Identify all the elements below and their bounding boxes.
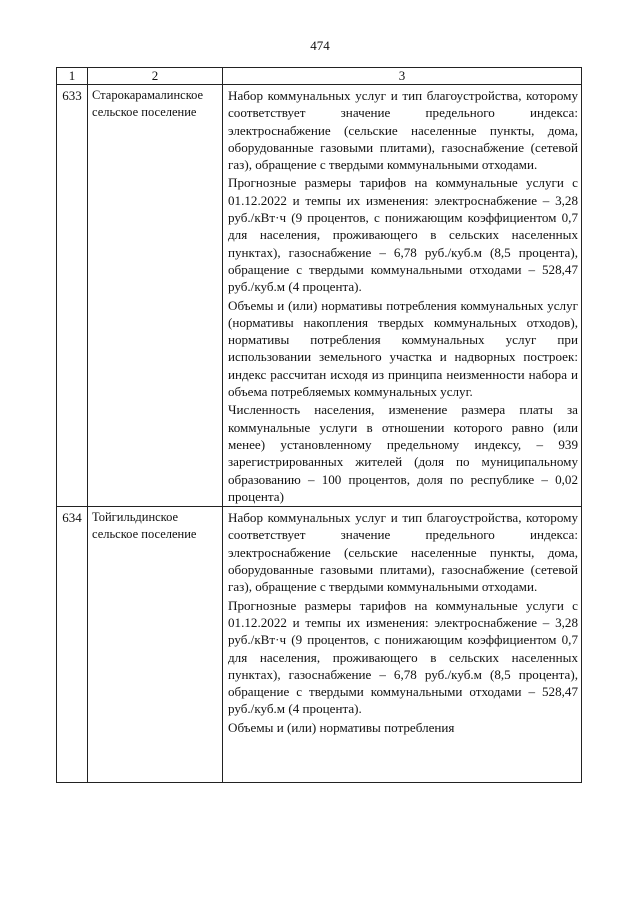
row-content bbox=[223, 507, 582, 783]
settlement-name: Тойгильдинское сельское поселение bbox=[88, 507, 223, 783]
table-header-row bbox=[57, 68, 582, 85]
paragraph: Прогнозные размеры тарифов на коммунальные услуги с 01.12.2022 и темпы их изменения: электроснабжение – 3,28 руб./кВт·ч (9 процентов, с понижающим коэффициентом 0,7 для населения, проживающего в сельских населенных пунктах), газоснабжение – 6,78 руб./куб.м (8,5 процента), обращение с твердыми коммунальными отходами – 528,47 руб./куб.м (4 процента). bbox=[228, 175, 578, 295]
paragraph: Набор коммунальных услуг и тип благоустройства, которому соответствует значение предельного индекса: электроснабжение (сельские населенные пункты, дома, оборудованные газовыми плитами), газоснабжение (сетевой газ), обращение с твердыми коммунальными отходами. bbox=[228, 88, 578, 173]
paragraph: Прогнозные размеры тарифов на коммунальные услуги с 01.12.2022 и темпы их изменения: электроснабжение – 3,28 руб./кВт·ч (9 процентов, с понижающим коэффициентом 0,7 для населения, проживающего в сельских населенных пунктах), газоснабжение – 6,78 руб./куб.м (8,5 процента), обращение с твердыми коммунальными отходами – 528,47 руб./куб.м (4 процента). bbox=[228, 597, 578, 717]
page-number: 474 bbox=[310, 38, 330, 53]
row-content bbox=[223, 85, 582, 507]
settlement-name: Старокарамалинское сельское поселение bbox=[88, 85, 223, 507]
paragraph: Численность населения, изменение размера платы за коммунальные услуги в отношении которого равно (или менее) установленному предельному индексу, – 939 зарегистрированных жителей (доля по муниципальному образованию – 100 процентов, доля по республике – 0,02 процента) bbox=[228, 402, 578, 504]
row-number: 634 bbox=[57, 507, 88, 783]
row-content-clip bbox=[228, 509, 578, 781]
paragraph: Набор коммунальных услуг и тип благоустройства, которому соответствует значение предельного индекса: электроснабжение (сельские населенные пункты, дома, оборудованные газовыми плитами), газоснабжение (сетевой газ), обращение с твердыми коммунальными отходами. bbox=[228, 510, 578, 595]
paragraph: Объемы и (или) нормативы потребления коммунальных услуг (нормативы накопления твердых коммунальных отходов), нормативы потребления коммунальных услуг при использовании земельного участка и надворных построек: индекс рассчитан исходя из принципа неизменности набора и объема потребляемых коммунальных услуг. bbox=[228, 297, 578, 400]
header-col-1: 1 bbox=[57, 68, 88, 85]
row-number: 633 bbox=[57, 85, 88, 507]
paragraph: Объемы и (или) нормативы потребления bbox=[228, 719, 455, 735]
table-row bbox=[57, 85, 582, 507]
tariff-table bbox=[56, 67, 582, 783]
table-row bbox=[57, 507, 582, 783]
header-col-3: 3 bbox=[223, 68, 582, 85]
header-col-2: 2 bbox=[88, 68, 223, 85]
